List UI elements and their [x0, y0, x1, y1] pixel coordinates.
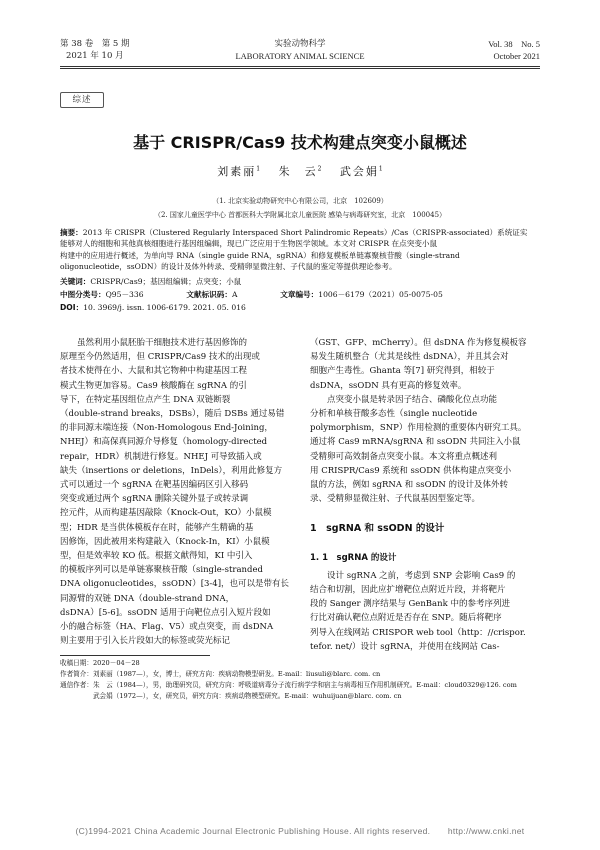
author-name: 刘素丽	[217, 165, 257, 178]
article-no-label: 文章编号：	[280, 290, 319, 299]
abstract-line: 摘要：2013 年 CRISPR（Clustered Regularly Interspaced Short Palindromic Repeats）/Cas（CRISPR-associated）系统证实	[60, 228, 528, 237]
body-line: 设计 sgRNA 之前，考虑到 SNP 会影响 Cas9 的	[310, 570, 516, 581]
footnote-rule	[60, 655, 210, 656]
clc-label: 中图分类号：	[60, 290, 106, 299]
subsection-heading-1-1: 1. 1 sgRNA 的设计	[310, 552, 397, 563]
footnote-received: 收稿日期：2020－04－28	[60, 659, 140, 667]
doc-code-label: 文献标识码：	[186, 290, 232, 299]
body-line: 原理至今仍然适用，但 CRISPR/Cas9 技术的出现或	[60, 352, 260, 363]
journal-name-cn: 实验动物科学	[274, 39, 326, 49]
author-name: 武会娟	[339, 165, 379, 178]
header-rule-2	[60, 68, 540, 69]
footnote-first-author: 作者简介：刘素丽（1987—），女，博士，研究方向：疾病动物模型研发。E-mail：liusuli@blarc. com. cn	[60, 670, 381, 678]
running-header-right	[488, 38, 540, 62]
body-line: 缺失（insertions or deletions，InDels），利用此修复方	[60, 465, 283, 476]
doi-label: DOI：	[60, 303, 84, 312]
author-affiliation-mark: 1	[256, 165, 261, 173]
body-line: 分析和单核苷酸多态性（single nucleotide	[310, 409, 478, 420]
date-en: October 2021	[493, 51, 540, 61]
volume-issue-cn: 第 38 卷 第 5 期	[60, 39, 130, 49]
body-line: 型；HDR 是当供体模板存在时，能够产生精确的基	[60, 522, 254, 533]
body-line: 行比对确认靶位点附近是否存在 SNP。随后将靶序	[310, 613, 502, 624]
body-line: NHEJ）和高保真同源介导修复（homology-directed	[60, 437, 268, 448]
abstract-line: oligonucleotide，ssODN）的设计及体外转录、受精卵显微注射、子代鼠的鉴定等提供理论参考。	[60, 262, 397, 272]
body-line: repair，HDR）机制进行修复。NHEJ 可导致插入或	[60, 451, 262, 462]
footnote-corresponding-1: 通信作者：朱 云（1984—），男，助理研究员，研究方向：呼吸道病毒分子流行病学学和宿主与病毒相互作用机制研究。E-mail：cloud0329@126. com	[60, 681, 517, 689]
body-line: （double-strand breaks，DSBs），随后 DSBs 通过易错	[60, 409, 285, 420]
body-line: 段的 Sanger 测序结果与 GenBank 中的参考序列进	[310, 599, 510, 610]
doc-code-value: A	[231, 290, 238, 299]
abstract-line: 能够对人的细胞和其他真核细胞进行基因组编辑，现已广泛应用于生物医学领域。本文对 CRISPR 在点突变小鼠	[60, 239, 438, 249]
affiliation-1: （1. 北京实验动物研究中心有限公司，北京 102609）	[212, 197, 388, 205]
body-line: 通过将 Cas9 mRNA/sgRNA 和 ssODN 共同注入小鼠	[310, 437, 521, 448]
keywords-label: 关键词：	[60, 277, 91, 286]
body-line: 录、受精卵显微注射、子代鼠基因型鉴定等。	[310, 494, 481, 505]
body-line: 受精卵可高效制备点突变小鼠。本文将重点概述利	[310, 451, 498, 462]
body-line: 虽然利用小鼠胚胎干细胞技术进行基因修饰的	[60, 338, 248, 348]
doi-row	[60, 302, 246, 313]
body-line: 的非同源末端连接（Non-Homologous End-Joining，	[60, 423, 273, 434]
body-line: 用 CRISPR/Cas9 系统和 ssODN 供体构建点突变小	[310, 465, 512, 476]
footnotes	[60, 658, 542, 702]
body-line: 型，但是效率较 KO 低。根据文献得知，KI 中引入	[60, 551, 253, 562]
abstract-label: 摘要：	[60, 228, 83, 237]
abstract	[60, 227, 542, 273]
body-line: tefor. net/）设计 sgRNA，并使用在线网站 Cas-	[310, 641, 500, 652]
body-line: 易发生随机整合（尤其是线性 dsDNA），并且其会对	[310, 352, 509, 363]
doi-value: 10. 3969/j. issn. 1006-6179. 2021. 05. 016	[83, 303, 246, 312]
author-affiliation-mark: 1	[378, 165, 383, 173]
article-title: 基于 CRISPR/Cas9 技术构建点突变小鼠概述	[133, 133, 467, 152]
body-line: polymorphism，SNP）作用检测的重要体内研究工具。	[310, 423, 527, 434]
author-name: 朱 云	[278, 165, 318, 178]
body-line: 鼠的方法，例如 sgRNA 和 ssODN 的设计及体外转	[310, 480, 509, 491]
clc-value: Q95－336	[105, 290, 144, 299]
body-line: 式可以通过一个 sgRNA 在靶基因编码区引入移码	[60, 480, 249, 491]
header-rule	[60, 66, 540, 67]
abstract-line: 构建中的应用进行概述，为单向导 RNA（single guide RNA，sgRNA）和修复模板单链寡聚核苷酸（single-strand	[60, 250, 460, 260]
date-cn: 2021 年 10 月	[66, 51, 124, 61]
body-line: 同源臂的双链 DNA（double-strand DNA，	[60, 593, 235, 604]
keywords	[60, 276, 241, 287]
author-list	[0, 163, 600, 179]
article-no-value: 1006－6179（2021）05-0075-05	[318, 290, 443, 299]
journal-name-en: LABORATORY ANIMAL SCIENCE	[235, 51, 365, 61]
body-line: 的模板序列可以是单链寡聚核苷酸（single-stranded	[60, 565, 263, 576]
body-line: 导下，在特定基因组位点产生 DNA 双链断裂	[60, 394, 231, 405]
body-line: 点突变小鼠是转录因子结合、磷酸化位点功能	[310, 394, 498, 405]
body-line: DNA oligonucleotides，ssODN）[3-4]，也可以是带有长	[60, 579, 290, 590]
body-line: 者技术使得在小、大鼠和其它物种中构建基因工程	[60, 366, 248, 377]
body-line: 控元件，从而构建基因敲除（Knock-Out，KO）小鼠模	[60, 508, 272, 519]
body-line: （GST、GFP、mCherry）。但 dsDNA 作为修复模板容	[310, 338, 527, 348]
section-heading-1: 1 sgRNA 和 ssODN 的设计	[310, 523, 445, 535]
body-line: 结合和切割，因此应扩增靶位点附近片段，并将靶片	[310, 585, 506, 596]
body-line: 细胞产生毒性。Ghanta 等[7] 研究得到，相较于	[310, 366, 495, 377]
body-line: 列导入在线网站 CRISPOR web tool（http：//crispor.	[310, 627, 526, 638]
volume-issue-en: Vol. 38 No. 5	[488, 39, 540, 49]
body-line: 模式生物更加容易。Cas9 核酸酶在 sgRNA 的引	[60, 380, 247, 391]
body-line: 小的融合标签（HA、Flag、V5）或点突变，而 dsDNA	[60, 622, 274, 633]
body-column-left	[60, 336, 292, 648]
body-column-right	[310, 336, 542, 654]
affiliation-2: （2. 国家儿童医学中心 首都医科大学附属北京儿童医院 感染与病毒研究室，北京 100045）	[153, 211, 447, 219]
body-line: 突变或通过两个 sgRNA 删除关键外显子或转录调	[60, 494, 249, 505]
body-line: 则主要用于引入长片段如大的标签或荧光标记	[60, 636, 231, 647]
author-affiliation-mark: 2	[317, 165, 322, 173]
footnote-corresponding-2: 武会娟（1972—），女，研究员，研究方向：疾病动物模型研究。E-mail：wuhuijuan@blarc. com. cn	[60, 692, 402, 700]
keywords-text: CRISPR/Cas9；基因组编辑；点突变；小鼠	[90, 277, 242, 286]
copyright-notice: (C)1994-2021 China Academic Journal Electronic Publishing House. All rights reserved. http://www.cnki.net	[75, 826, 525, 836]
body-line: dsDNA，ssODN 具有更高的修复效率。	[310, 380, 467, 391]
body-line: 因修饰，因此被用来构建敲入（Knock-In，KI）小鼠模	[60, 536, 270, 547]
article-type-badge: 综述	[60, 92, 104, 108]
body-line: dsDNA）[5-6]。ssODN 适用于向靶位点引入短片段如	[60, 607, 271, 618]
classification-row	[60, 289, 443, 300]
